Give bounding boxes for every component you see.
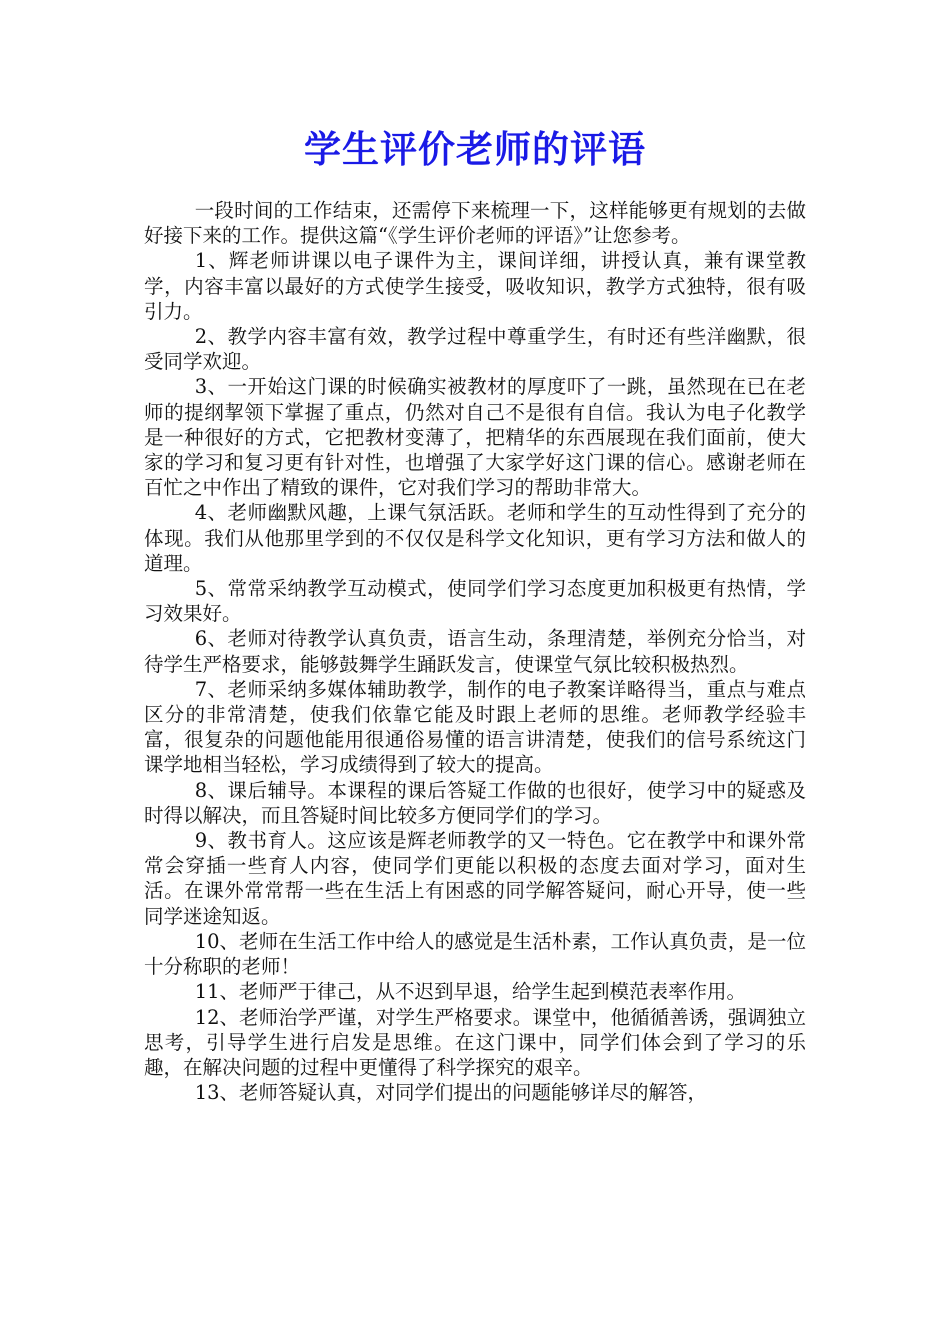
comment-paragraph-4: 4、老师幽默风趣，上课气氛活跃。老师和学生的互动性得到了充分的体现。我们从他那里学到的不仅仅是科学文化知识，更有学习方法和做人的道理。 <box>144 501 806 575</box>
comment-paragraph-12: 12、老师治学严谨，对学生严格要求。课堂中，他循循善诱，强调独立思考，引导学生进行启发是思维。在这门课中，同学们体会到了学习的乐趣，在解决问题的过程中更懂得了科学探究的艰辛。 <box>144 1005 806 1079</box>
comment-paragraph-1: 1、辉老师讲课以电子课件为主，课间详细，讲授认真，兼有课堂教学，内容丰富以最好的方式使学生接受，吸收知识，教学方式独特，很有吸引力。 <box>144 249 806 323</box>
comment-paragraph-9: 9、教书育人。这应该是辉老师教学的又一特色。它在教学中和课外常常会穿插一些育人内容，使同学们更能以积极的态度去面对学习，面对生活。在课外常常帮一些在生活上有困惑的同学解答疑问，耐心开导，使一些同学迷途知返。 <box>144 829 806 928</box>
intro-paragraph: 一段时间的工作结束，还需停下来梳理一下，这样能够更有规划的去做好接下来的工作。提供这篇“《学生评价老师的评语》”让您参考。 <box>144 199 806 248</box>
comment-paragraph-8: 8、课后辅导。本课程的课后答疑工作做的也很好，使学习中的疑惑及时得以解决，而且答疑时间比较多方便同学们的学习。 <box>144 778 806 827</box>
comment-paragraph-6: 6、老师对待教学认真负责，语言生动，条理清楚，举例充分恰当，对待学生严格要求，能够鼓舞学生踊跃发言，使课堂气氛比较积极热烈。 <box>144 627 806 676</box>
document-body <box>144 198 806 1105</box>
document-title: 学生评价老师的评语 <box>304 127 646 171</box>
comment-paragraph-13: 13、老师答疑认真，对同学们提出的问题能够详尽的解答， <box>194 1081 708 1105</box>
comment-paragraph-5: 5、常常采纳教学互动模式，使同学们学习态度更加积极更有热情，学习效果好。 <box>144 577 806 626</box>
comment-paragraph-10: 10、老师在生活工作中给人的感觉是生活朴素，工作认真负责，是一位十分称职的老师！ <box>144 929 806 979</box>
comment-paragraph-3: 3、一开始这门课的时候确实被教材的厚度吓了一跳，虽然现在已在老师的提纲挈领下掌握了重点，仍然对自己不是很有自信。我认为电子化教学是一种很好的方式，它把教材变薄了，把精华的东西展现在我们面前，使大家的学习和复习更有针对性，也增强了大家学好这门课的信心。感谢老师在百忙之中作出了精致的课件，它对我们学习的帮助非常大。 <box>144 375 806 500</box>
comment-paragraph-7: 7、老师采纳多媒体辅助教学，制作的电子教案详略得当，重点与难点区分的非常清楚，使我们依靠它能及时跟上老师的思维。老师教学经验丰富，很复杂的问题他能用很通俗易懂的语言讲清楚，使我们的信号系统这门课学地相当轻松，学习成绩得到了较大的提高。 <box>144 677 806 777</box>
comment-paragraph-2: 2、教学内容丰富有效，教学过程中尊重学生，有时还有些洋幽默，很受同学欢迎。 <box>144 325 806 374</box>
comment-paragraph-11: 11、老师严于律己，从不迟到早退，给学生起到模范表率作用。 <box>194 980 747 1004</box>
